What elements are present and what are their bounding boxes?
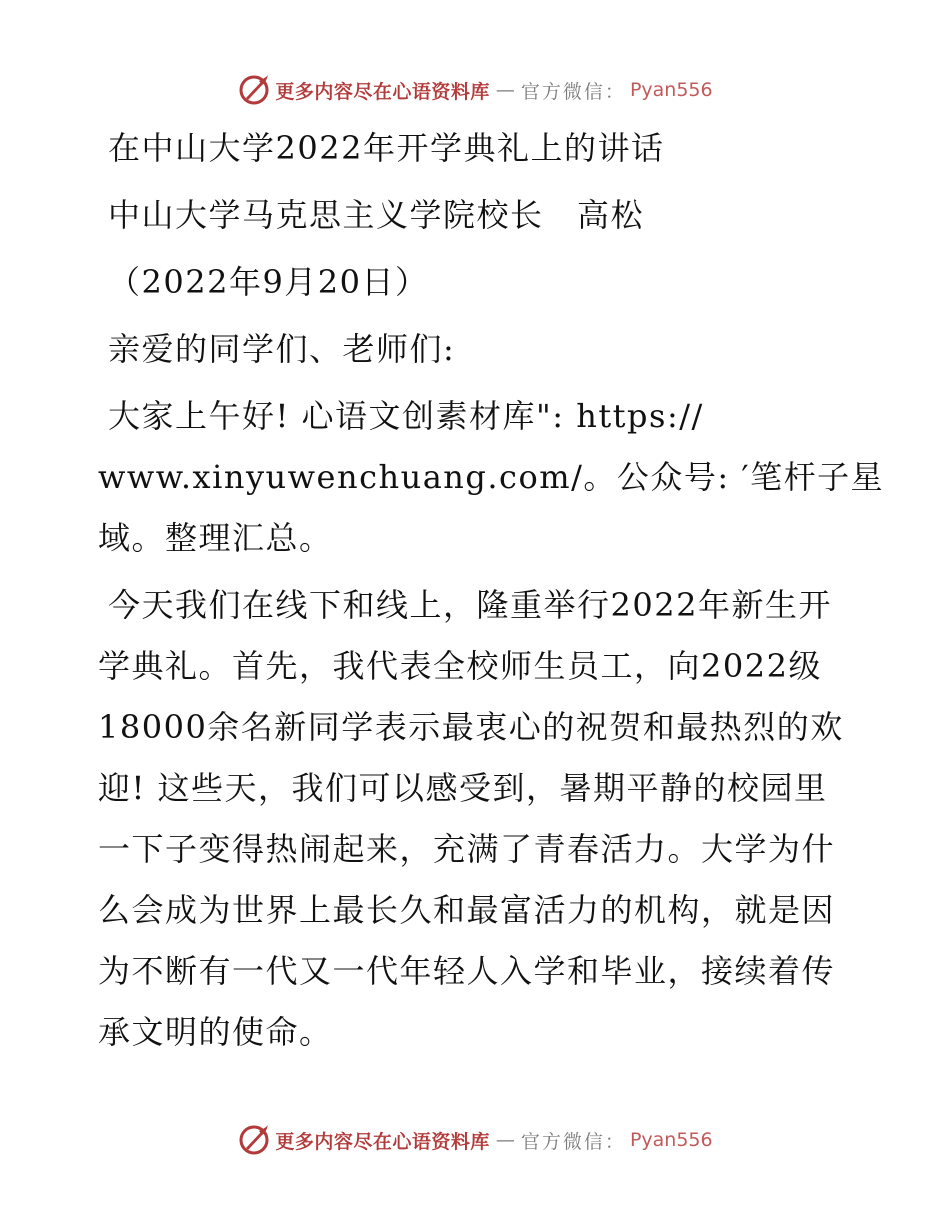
quill-logo-icon xyxy=(237,73,271,107)
text-line: 学典礼。首先，我代表全校师生员工，向2022级 xyxy=(98,647,822,685)
text-line: 么会成为世界上最长久和最富活力的机构，就是因 xyxy=(98,891,836,929)
text-line: 迎! 这些天，我们可以感受到，暑期平静的校园里 xyxy=(98,769,828,807)
banner-wechat-id: Pyan556 xyxy=(629,79,713,101)
text-line: 为不断有一代又一代年轻人入学和毕业，接续着传 xyxy=(98,952,836,990)
text-line: 承文明的使命。 xyxy=(98,1013,333,1051)
text-line: www.xinyuwenchuang.com/。公众号: ′笔杆子星 xyxy=(98,458,885,496)
banner-official-label: 官方微信： xyxy=(520,80,626,103)
body-paragraph xyxy=(98,575,858,1063)
banner-title: 更多内容尽在心语资料库 xyxy=(275,1130,490,1153)
text-line: 大家上午好! 心语文创素材库": https:// xyxy=(108,397,704,435)
banner-dash: — xyxy=(495,1129,515,1151)
banner-official-label: 官方微信： xyxy=(520,1130,626,1153)
document-body xyxy=(98,118,885,1063)
footer-watermark-banner xyxy=(0,1120,950,1160)
document-author: 中山大学马克思主义学院校长 高松 xyxy=(108,196,645,234)
text-line: 一下子变得热闹起来，充满了青春活力。大学为什 xyxy=(98,830,836,868)
text-line: 今天我们在线下和线上，隆重举行2022年新生开 xyxy=(108,586,832,624)
text-line: 域。整理汇总。 xyxy=(98,519,333,557)
document-title: 在中山大学2022年开学典礼上的讲话 xyxy=(108,129,665,167)
banner-title: 更多内容尽在心语资料库 xyxy=(275,80,490,103)
header-watermark-banner xyxy=(0,70,950,110)
greeting-paragraph xyxy=(98,386,885,569)
banner-dash: — xyxy=(495,79,515,101)
text-line: 18000余名新同学表示最衷心的祝贺和最热烈的欢 xyxy=(98,708,844,746)
document-date: （2022年9月20日） xyxy=(108,263,429,301)
banner-wechat-id: Pyan556 xyxy=(629,1129,713,1151)
document-salutation: 亲爱的同学们、老师们: xyxy=(108,330,456,368)
quill-logo-icon xyxy=(237,1123,271,1157)
